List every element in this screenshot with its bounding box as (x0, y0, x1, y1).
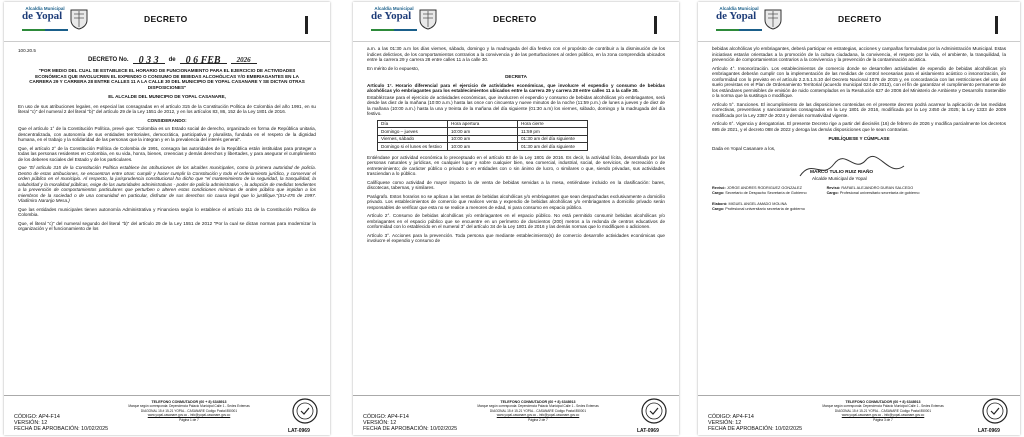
cargo-label: Cargo: (826, 191, 839, 195)
footer-contact (463, 400, 613, 422)
footer-address: DIAGONAL 15 # 15-21 YOPAL - CASANARE Código Postal 850001 (834, 408, 932, 413)
footer-address: DIAGONAL 15 # 15-21 YOPAL - CASANARE Código Postal 850001 (140, 408, 238, 413)
paragraph: Que, el literal "c)" del numeral segundo del literal "b)" del artículo 29 de la Ley 1551 de 2012 "Por la cual se dictan normas para modernizar la organización y el funcionamiento de los (18, 220, 316, 231)
page-body (18, 42, 316, 232)
reviewer-name: JORGE ANDRES RODRIGUEZ GONZALEZ (726, 186, 802, 190)
table-cell: 01:30 am del día siguiente (518, 135, 588, 143)
footer-version: VERSIÓN: 12 (708, 420, 742, 426)
paragraph: Califíquese como actividad de mayor impacto la de venta de bebidas servidas a la mesa, entiéndase incluido en la clasificación: bares, discotecas, tabernas, y similares. (367, 179, 665, 190)
footer-phone: TELEFONO CONMUTADOR (60 + 8) 6348913 (151, 400, 227, 404)
footer-phone: TELEFONO CONMUTADOR (60 + 8) 6348913 (500, 400, 576, 404)
signer-role: Alcalde Municipal de Yopal (812, 176, 867, 181)
logo-main-text: de Yopal (716, 10, 757, 22)
page-number: Página 2 de 7 (528, 417, 548, 422)
table-cell: 10:00 am (448, 143, 518, 151)
crest-icon (419, 8, 437, 30)
ref-code: 100.20.5 (18, 48, 36, 53)
yopal-logo (371, 6, 451, 34)
footer-version: VERSIÓN: 12 (363, 420, 397, 426)
review-1 (712, 186, 807, 196)
footer-address: Marque según corresponda: Dependencia Palacio Municipal Calle 1 - Sedes Externas (128, 404, 250, 409)
decree-page-2 (353, 2, 679, 435)
paragraph: Parágrafo. Estos horarios no se aplican a las ventas de bebidas alcohólicas y/o embriagantes que sean despachadas exclusivamente a domicilio privado. Los establecimientos de comercio que realicen venta y expendio de bebidas alcohólicas y/o embriagantes a domicilio privado serán responsables de verificar que esta no se realice a menores de edad, ni para consumo en espacio público. (367, 193, 665, 210)
footer-web: www.yopal-casanare.gov.co - info@yopal-casanare.gov.co (496, 413, 580, 418)
footer-approval: FECHA DE APROBACIÓN: 10/02/2025 (363, 426, 458, 432)
footer-version: VERSIÓN: 12 (14, 420, 48, 426)
intro-paragraph: En uso de sus atribuciones legales, en especial las consagradas en el artículo 315 de la Constitución Política de Colombia del año 1991, en su literal "c)" del numeral 2 del literal "b)" del artículo 29 de la Ley 1551 de 2012, y en los artículos 83, 86, 152 de la Ley 1801 de 2016. (18, 103, 316, 114)
decree-year: 2026 (231, 58, 257, 65)
cargo-label: Cargo: (712, 191, 725, 195)
logo-main-text: de Yopal (22, 10, 63, 22)
table-cell: Domingo si el lunes es festivo (378, 143, 448, 151)
article-heading: Artículo 1°. Horario diferencial para el ejercicio de actividades económicas, que involucre el expendio y consumo de bebidas alcohólicas y/o embriagantes para los establecimientos ubicados entre la carrera 29 y carrera 28 entre calles 11 a la calle 30. (367, 82, 665, 93)
crest-icon (70, 8, 88, 30)
decree-label: DECRETO No. (88, 57, 129, 63)
certification-seal (288, 398, 322, 434)
certification-seal (978, 398, 1012, 434)
page-marker (305, 16, 308, 34)
doc-type-title: DECRETO (838, 14, 882, 24)
paragraph: Artículo 3°. Acciones para la prevención. Toda persona que mediante establecimiento(s) de comercio desarrolle actividades económicas que involucre el expendio y consumo de (367, 232, 665, 243)
seal-icon (641, 398, 667, 424)
page-footer (4, 395, 330, 435)
page-header (698, 2, 1020, 42)
doc-type-title: DECRETO (144, 14, 188, 24)
paragraph: Que el artículo 1° de la Constitución Política, prevé que: "Colombia es un Estado social de derecho, organizado en forma de República unitaria, descentralizada, con autonomía de sus entidades territoriales, democrática, participativa y pluralista, fundada en el respeto de la dignidad humana, en el trabajo y la solidaridad de las personas que la integran y en la prevalencia del interés general". (18, 126, 316, 142)
paragraph: Artículo 6°. Vigencia y derogatorias. El presente Decreto rige a partir del dieciséis (16) de febrero de 2026 y modifica parcialmente los decretos 695 de 2021, y el decreto 088 de 2022 y deroga las demás disposiciones que le sean contrarias. (712, 121, 1006, 132)
seal-tag: LAT-0969 (978, 428, 1000, 434)
crest-icon (764, 8, 782, 30)
page-marker (995, 16, 998, 34)
table-header: Día (378, 120, 448, 128)
footer-web: www.yopal-casanare.gov.co - info@yopal-casanare.gov.co (147, 413, 231, 418)
cargo-label: Cargo: (712, 207, 725, 211)
elaborated-label: Elaboró: (712, 202, 728, 206)
page-number: Página 3 de 7 (873, 417, 893, 422)
paragraph: Establézcase para el ejercicio de actividades económicas, que involucren el expendio y consumo de bebidas alcohólicas y/o embriagantes, será desde las diez de la mañana (10:00 a.m.) hasta las once con cincuenta y nueve minutos de la noche (11:59 p.m.) de lunes a jueves y de diez de la mañana (10:00 a.m.) hasta la una y treinta de la mañana del día siguiente (01:30 a.m) los viernes, sábado, domingo y la madrugada del día festivo. (367, 94, 665, 116)
paragraph: Artículo 2°. Consumo de bebidas alcohólicas y/o embriagantes en el espacio público. No está permitido consumir bebidas alcohólicas y/o embriagantes en el espacio público que se encuentre en un perímetro de doscientos (200) metros a la redonda de centros educativos de conformidad con lo establecido en el numeral 3° del artículo 34 de la Ley 1801 de 2016 y las demás normas que lo modifiquen o adicionen. (367, 213, 665, 229)
alcalde-heading: EL ALCALDE DEL MUNICIPIO DE YOPAL CASANARE, (108, 94, 226, 99)
decree-page-3 (698, 2, 1020, 435)
table-row (378, 143, 588, 151)
reviewer-cargo: Profesional universitario secretaría de gobierno (839, 191, 920, 195)
page-header (4, 2, 330, 42)
logo-bars (22, 29, 68, 31)
elaborator-name: MIGUEL ANGEL AMADO MOLINA (728, 202, 787, 206)
page-body (367, 42, 665, 244)
footer-approval: FECHA DE APROBACIÓN: 10/02/2025 (14, 426, 109, 432)
yopal-logo (22, 6, 102, 34)
page-header (353, 2, 679, 42)
footer-address: DIAGONAL 15 # 15-21 YOPAL - CASANARE Código Postal 850001 (489, 408, 587, 413)
logo-bars (716, 29, 762, 31)
paragraph: Que "El artículo 315 de la Constitución Política establece las atribuciones de los alcaldes municipales, como la primera autoridad de policía. Dentro de estas atribuciones, se encuentran entre otras: cumplir y hacer cumplir la Constitución y todo el ordenamiento jurídico, y conservar el orden público en el municipio. Al respecto, la jurisprudencia constitucional ha dicho que "el mantenimiento de la seguridad, la tranquilidad, la salubridad y la moralidad públicas, exige de las autoridades administrativas - poder de policía administrativo -, la adopción de medidas tendientes a la prevención de comportamientos particulares que perturben o alteren estas condiciones mínimas de orden público que impidan a los miembros de la sociedad o de una comunidad en particular, disfrutar de sus derechos sin causa legal que lo justifique."(SU-476 de 1997. Vladimiro Naranjo Mesa.) (18, 165, 316, 203)
footer-contact (808, 400, 958, 422)
decree-page-1 (4, 2, 330, 435)
review-label: Revisó: (826, 186, 841, 190)
paragraph: En mérito de lo expuesto, (367, 65, 420, 71)
table-header: Hora cierre (518, 120, 588, 128)
paragraph: Dada en Yopal Casanare a los, (712, 145, 776, 151)
table-row (378, 135, 588, 143)
de-label: de (168, 57, 176, 63)
elaborated-block (712, 202, 1006, 212)
table-cell: 10:00 am (448, 128, 518, 136)
logo-main-text: de Yopal (371, 10, 412, 22)
footer-code: CÓDIGO: AP4-F14 (363, 414, 409, 420)
footer-web: www.yopal-casanare.gov.co - info@yopal-casanare.gov.co (841, 413, 925, 418)
review-label: Revisó: (712, 186, 726, 190)
considerando-heading: CONSIDERANDO: (147, 117, 187, 123)
paragraph: Artículo 4°. Insonorización. Los establecimientos de comercio donde se desarrollen actividades de expendio de bebidas alcohólicas y/o embriagantes deberán cumplir con la implementación de las medidas de control necesarias para el aislamiento acústico o insonorización, de conformidad con lo previsto en el artículo 2.2.5.1.5.10 del Decreto Nacional 1076 de 2015 y, en concordancia con las restricciones del uso del suelo previstas en el Plan de Ordenamiento Territorial (acuerdo municipal 024 de 2013), con el fin de garantizar el cumplimiento permanente de los estándares permisibles de emisión de ruido contemplados en la Resolución 627 de 2006 del Ministerio de Ambiente y Desarrollo Sostenible o la norma que la sustituya o modifique. (712, 65, 1006, 98)
review-block (712, 186, 1006, 196)
page-marker (654, 16, 657, 34)
signature-block (752, 154, 1006, 184)
table-cell: Domingo – jueves (378, 128, 448, 136)
decree-number: 0 3 3 (133, 58, 165, 65)
publiquese-heading: PUBLÍQUESE Y CÚMPLASE (828, 136, 890, 141)
signer-name: MARCO TULIO RUIZ RIAÑO (810, 170, 874, 175)
table-cell: 11:59 pm (518, 128, 588, 136)
footer-code: CÓDIGO: AP4-F14 (708, 414, 754, 420)
table-cell: Viernes, sábado (378, 135, 448, 143)
elaborator-cargo: Profesional universitario secretaría de gobierno (725, 207, 805, 211)
reviewer-name: RAFAEL ALEJANDRO DURAN SALCEDO (841, 186, 914, 190)
paragraph: Que las entidades municipales tienen autonomía Administrativa y Financiera según lo establece el artículo 311 de la Constitución Política de Colombia. (18, 206, 316, 217)
table-header: Hora apertura (448, 120, 518, 128)
table-header-row (378, 120, 588, 128)
footer-meta (708, 414, 802, 432)
paragraph: a.m. a las 01:30 a.m los días viernes, sábado, domingo y la madrugada del día festivo con el propósito de contribuir a la disminución de los índices delictivos, de los comportamientos contrarios a la convivencia y de las perturbaciones al orden público, en la zona comprendida ubicados entre la carrera 29 y carrera 28 entre calles 11 a la calle 30. (367, 46, 665, 62)
decreta-heading: DECRETA (505, 74, 527, 79)
page-footer (698, 395, 1020, 435)
logo-bars (371, 29, 417, 31)
paragraph: bebidas alcohólicas y/o embriagantes, deberá participar en estrategias, acciones y campañas formuladas por la Administración Municipal. Estas iniciativas estarán orientadas a la promoción de la cultura ciudadana, la convivencia, el respeto por la vida, el ambiente, la tranquilidad, la prevención de comportamientos contrarios a la convivencia y la prevención de la contaminación acústica. (712, 46, 1006, 62)
logo-top-text: Alcaldía Municipal (25, 6, 65, 11)
review-2 (827, 186, 920, 196)
page-footer (353, 395, 679, 435)
page-number: Página 1 de 7 (179, 417, 199, 422)
schedule-table (377, 120, 588, 151)
logo-top-text: Alcaldía Municipal (719, 6, 759, 11)
decree-title: "POR MEDIO DEL CUAL SE ESTABLECE EL HORARIO DE FUNCIONAMIENTO PARA EL EJERCICIO DE ACTIVIDADES ECONÓMICAS QUE INVOLUCREN EL EXPENDIO O CONSUMO DE BEBIDAS ALCOHÓLICAS Y/O EMBRIAGANTES EN LA CARRERA 29 Y CARRERA 28 ENTRE CALLES 11 A LA CALLE 30 DEL MUNICIPIO DE YOPAL CASANARE Y SE DICTAN OTRAS DISPOSICIONES" (29, 68, 305, 90)
footer-address: Marque según corresponda: Dependencia Palacio Municipal Calle 1 - Sedes Externas (822, 404, 944, 409)
table-cell: 01:30 am del día siguiente (518, 143, 588, 151)
decree-number-line (88, 54, 316, 66)
doc-type-title: DECRETO (493, 14, 537, 24)
certification-seal (637, 398, 671, 434)
reviewer-cargo: Secretario de Despacho Secretaría de Gobierno (725, 191, 807, 195)
footer-address: Marque según corresponda: Dependencia Palacio Municipal Calle 1 - Sedes Externas (477, 404, 599, 409)
footer-approval: FECHA DE APROBACIÓN: 10/02/2025 (708, 426, 803, 432)
seal-tag: LAT-0969 (288, 428, 310, 434)
footer-contact (114, 400, 264, 422)
yopal-logo (716, 6, 796, 34)
seal-tag: LAT-0969 (637, 428, 659, 434)
logo-top-text: Alcaldía Municipal (374, 6, 414, 11)
footer-meta (14, 414, 108, 432)
table-cell: 10:00 am (448, 135, 518, 143)
footer-meta (363, 414, 457, 432)
decree-date: 0 6 FEB (180, 58, 227, 65)
footer-code: CÓDIGO: AP4-F14 (14, 414, 60, 420)
page-body (712, 42, 1006, 212)
paragraph: Que, el artículo 2° de la Constitución Política de Colombia de 1991, consagra las autoridades de la República están instituidas para proteger a todas las personas residentes en Colombia, en su vida, honra, bienes, creencias y demás derechos y libertades, y para asegurar el cumplimiento de los deberes sociales del Estado y de los particulares. (18, 145, 316, 162)
seal-icon (982, 398, 1008, 424)
table-row (378, 128, 588, 136)
seal-icon (292, 398, 318, 424)
paragraph: Artículo 5°. Sanciones. El incumplimiento de las disposiciones contenidas en el presente decreto podrá acarrear la aplicación de las medidas correctivas, preventivas y sancionatorias consagradas en la Ley 1801 de 2016, modificada por la Ley 2450 de 2025; la Ley 1333 de 2009 modificada por la Ley 2387 de 2024 y demás normatividad vigente. (712, 101, 1006, 118)
footer-phone: TELEFONO CONMUTADOR (60 + 8) 6348913 (845, 400, 921, 404)
paragraph: Entiéndase por actividad económica lo preceptuado en el artículo 83 de la Ley 1801 de 2016. Es decir, la actividad lícita, desarrollada por las personas naturales y jurídicas, en cualquier lugar y sobre cualquier bien, sea comercial, industrial, social, de servicios, de recreación o de entretenimiento; de carácter público o privado o en entidades con o sin ánimo de lucro, o similares o que, siendo privadas, sus actividades trasciendan a lo público. (367, 154, 665, 176)
